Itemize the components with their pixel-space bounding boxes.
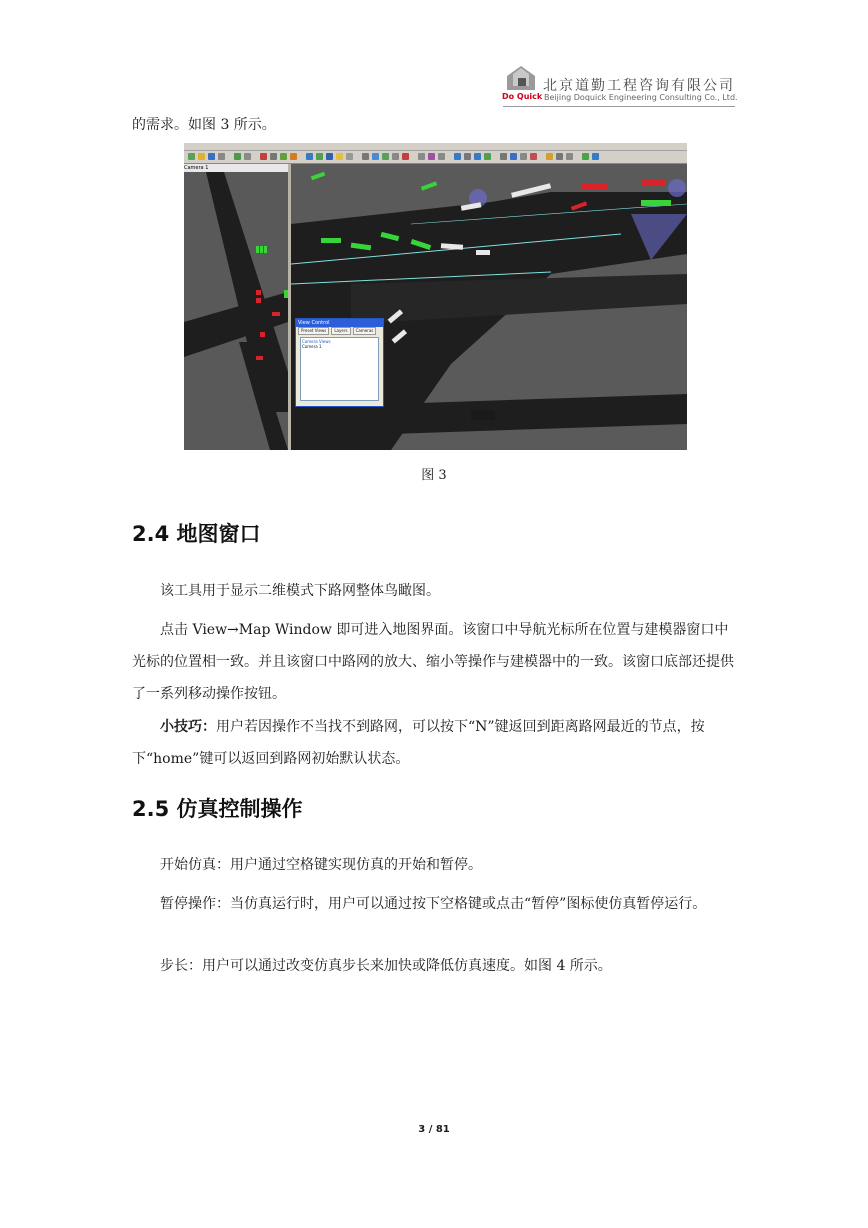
section-2-5-heading: 2.5 仿真控制操作 — [132, 797, 303, 821]
toolbar-icon — [428, 153, 435, 160]
header-divider — [503, 106, 735, 107]
camera-panel-title: Camera 1 — [184, 164, 288, 172]
company-name-en: Beijing Doquick Engineering Consulting Co., Ltd. — [544, 93, 738, 102]
view-control-dialog[interactable] — [295, 318, 384, 407]
view-control-title: View Control — [296, 319, 383, 327]
camera-2d-view — [184, 172, 288, 450]
toolbar-icon — [392, 153, 399, 160]
toolbar-icon — [280, 153, 287, 160]
section-2-5-paragraph-3: 步长：用户可以通过改变仿真步长来加快或降低仿真速度。如图 4 所示。 — [160, 958, 612, 974]
toolbar-icon — [566, 153, 573, 160]
toolbar-icon — [520, 153, 527, 160]
app-toolbar — [184, 151, 687, 164]
figure-3-caption: 图 3 — [421, 468, 447, 483]
toolbar-icon — [582, 153, 589, 160]
toolbar-icon — [454, 153, 461, 160]
toolbar-icon — [546, 153, 553, 160]
intro-paragraph: 的需求。如图 3 所示。 — [132, 117, 276, 133]
toolbar-icon — [362, 153, 369, 160]
section-2-4-paragraph-1: 该工具用于显示二维模式下路网整体鸟瞰图。 — [160, 583, 440, 599]
toolbar-icon — [402, 153, 409, 160]
section-2-4-heading: 2.4 地图窗口 — [132, 522, 261, 546]
section-2-5-paragraph-2: 暂停操作：当仿真运行时，用户可以通过按下空格键或点击“暂停”图标使仿真暂停运行。 — [160, 896, 707, 912]
tab-cameras[interactable]: Cameras — [353, 327, 377, 335]
toolbar-icon — [208, 153, 215, 160]
toolbar-icon — [510, 153, 517, 160]
toolbar-icon — [326, 153, 333, 160]
toolbar-icon — [290, 153, 297, 160]
section-2-4-paragraph-2: 点击 View→Map Window 即可进入地图界面。该窗口中导航光标所在位置与建模器窗口中光标的位置相一致。并且该窗口中路网的放大、缩小等操作与建模器中的一致。该窗口底部还提供了一系列移动操作按钮。 — [132, 622, 734, 702]
toolbar-icon — [372, 153, 379, 160]
toolbar-icon — [218, 153, 225, 160]
toolbar-icon — [270, 153, 277, 160]
toolbar-icon — [530, 153, 537, 160]
figure-3-screenshot — [184, 143, 687, 450]
toolbar-icon — [474, 153, 481, 160]
simulation-3d-view[interactable] — [291, 164, 687, 450]
view-control-tabs — [296, 327, 383, 335]
toolbar-icon — [556, 153, 563, 160]
tab-preset-views[interactable]: Preset Views — [298, 327, 329, 335]
toolbar-icon — [260, 153, 267, 160]
toolbar-icon — [244, 153, 251, 160]
camera-panel[interactable] — [184, 164, 291, 450]
company-name-cn: 北京道勤工程咨询有限公司 — [543, 78, 735, 94]
toolbar-icon — [336, 153, 343, 160]
road-network-3d — [291, 164, 687, 450]
toolbar-icon — [198, 153, 205, 160]
camera-views-list[interactable] — [300, 337, 379, 401]
camera-list-item[interactable]: Camera 1 — [302, 344, 322, 349]
toolbar-icon — [306, 153, 313, 160]
tip-text: 用户若因操作不当找不到路网，可以按下“N”键返回到距离路网最近的节点，按下“home”键可以返回到路网初始默认状态。 — [132, 719, 705, 767]
camera-views-label: Camera Views — [302, 339, 331, 344]
toolbar-icon — [346, 153, 353, 160]
toolbar-icon — [418, 153, 425, 160]
section-2-5-paragraph-1: 开始仿真：用户通过空格键实现仿真的开始和暂停。 — [160, 857, 482, 873]
toolbar-icon — [484, 153, 491, 160]
toolbar-icon — [316, 153, 323, 160]
toolbar-icon — [382, 153, 389, 160]
toolbar-icon — [438, 153, 445, 160]
toolbar-icon — [234, 153, 241, 160]
brand-name: Do Quick — [502, 92, 543, 101]
tip-label: 小技巧： — [160, 719, 216, 735]
section-2-4-tip — [132, 711, 740, 775]
toolbar-icon — [592, 153, 599, 160]
company-logo — [503, 62, 738, 106]
toolbar-icon — [188, 153, 195, 160]
app-menu-bar — [184, 143, 687, 151]
page-number: 3 / 81 — [418, 1124, 450, 1135]
tab-layers[interactable]: Layers — [331, 327, 350, 335]
toolbar-icon — [464, 153, 471, 160]
toolbar-icon — [500, 153, 507, 160]
